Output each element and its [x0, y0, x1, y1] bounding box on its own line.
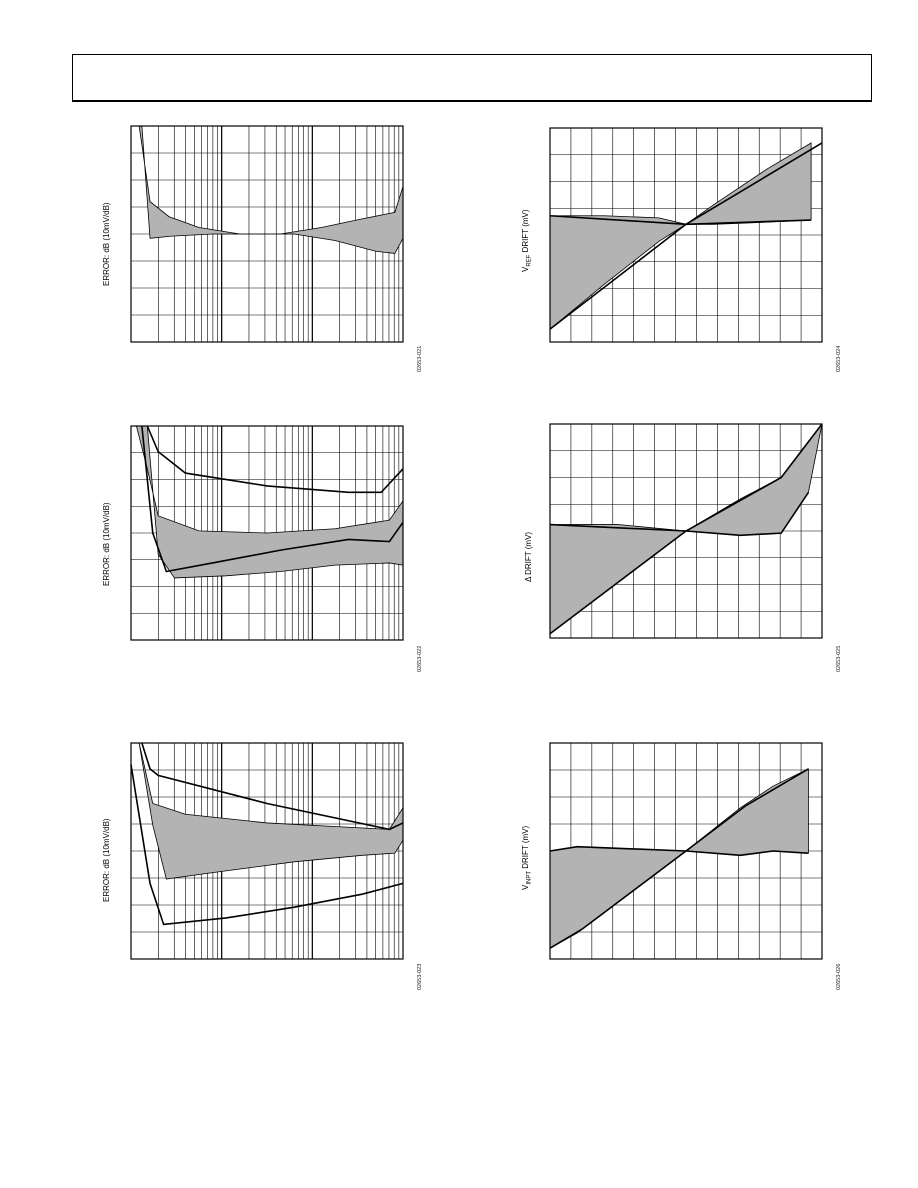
chart1-fignum: 02653-021	[417, 345, 423, 372]
chart6-ylabel-rest: DRIFT (mV)	[521, 825, 530, 871]
chart5-plot	[550, 424, 822, 638]
chart4-ylabel-main: V	[521, 266, 530, 272]
chart6-fignum: 02653-026	[836, 963, 842, 990]
c2-error-band	[136, 426, 403, 578]
chart6-plot	[550, 743, 822, 959]
chart4-plot	[550, 128, 822, 342]
chart4-ylabel-rest: DRIFT (mV)	[521, 209, 530, 255]
chart4-ylabel	[521, 209, 533, 272]
chart5-fignum: 02653-025	[836, 645, 842, 672]
chart1-plot	[131, 126, 403, 342]
chart4-ylabel-sub: REF	[526, 254, 533, 267]
chart6-ylabel	[521, 826, 533, 890]
c3-error-band	[131, 743, 403, 879]
chart1-ylabel: ERROR: dB (10mV/dB)	[102, 202, 111, 286]
chart3-plot	[131, 743, 403, 959]
chart6-ylabel-main: V	[521, 884, 530, 890]
page-header-box	[72, 54, 872, 102]
c4-error-band	[550, 143, 811, 329]
chart4-fignum: 02653-024	[836, 345, 842, 372]
chart5-ylabel: Δ DRIFT (mV)	[524, 531, 533, 582]
chart3-ylabel: ERROR: dB (10mV/dB)	[102, 818, 111, 902]
chart2-ylabel: ERROR: dB (10mV/dB)	[102, 502, 111, 586]
c6-error-band	[550, 769, 808, 948]
chart2-plot	[131, 426, 403, 640]
chart6-ylabel-sub: INPT	[526, 870, 533, 885]
chart3-fignum: 02653-023	[417, 963, 423, 990]
chart2-fignum: 02653-022	[417, 645, 423, 672]
c1-error-band	[131, 126, 403, 253]
